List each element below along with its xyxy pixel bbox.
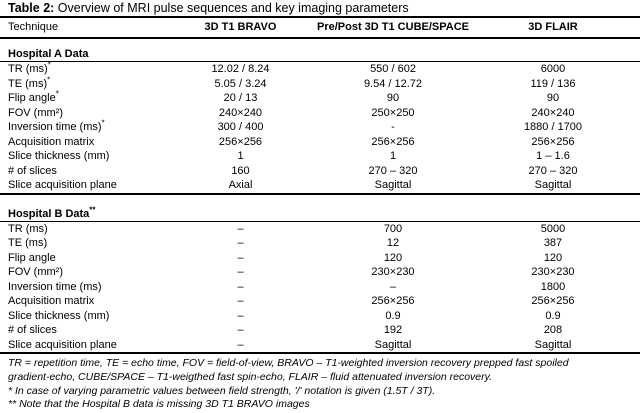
row-value: 0.9 xyxy=(545,309,561,322)
table-row xyxy=(0,178,640,193)
row-value: 192 xyxy=(383,324,403,336)
row-value: 256×256 xyxy=(371,295,415,307)
row-label-superscript: * xyxy=(47,74,51,84)
row-value: Sagittal xyxy=(534,179,572,191)
table-row xyxy=(0,280,640,295)
row-value: – xyxy=(237,251,244,264)
row-value: 300 / 400 xyxy=(217,121,264,133)
row-value: 230×230 xyxy=(371,266,415,278)
table-row xyxy=(0,338,640,353)
column-header-cube-space: Pre/Post 3D T1 CUBE/SPACE xyxy=(316,21,469,33)
row-value: 700 xyxy=(383,222,403,235)
row-value: 20 / 13 xyxy=(223,92,258,104)
row-label: TR (ms)* xyxy=(8,60,51,75)
row-value: 90 xyxy=(386,92,400,104)
table-row xyxy=(0,62,640,77)
table-row xyxy=(0,120,640,135)
row-value: Sagittal xyxy=(374,179,412,191)
row-value: – xyxy=(237,237,244,249)
row-value: 119 / 136 xyxy=(530,77,576,90)
table-row xyxy=(0,294,640,309)
row-label: Acquisition matrix xyxy=(8,135,95,148)
section-heading: Hospital B Data** xyxy=(8,204,96,220)
row-label: TR (ms) xyxy=(8,222,48,235)
column-header-technique: Technique xyxy=(8,21,59,33)
row-value: 0.9 xyxy=(385,309,401,322)
row-value: – xyxy=(389,280,397,293)
row-value: 256×256 xyxy=(371,135,415,148)
row-label: Slice acquisition plane xyxy=(8,338,117,351)
row-value: 1800 xyxy=(540,280,566,293)
row-label: # of slices xyxy=(8,324,57,336)
footnote-double-asterisk: ** Note that the Hospital B data is missing 3D T1 BRAVO images xyxy=(8,398,310,411)
table-row xyxy=(0,251,640,266)
table-row xyxy=(0,135,640,150)
row-value: – xyxy=(237,324,244,336)
row-label: TE (ms) xyxy=(8,237,48,249)
row-label: Flip angle* xyxy=(8,89,59,104)
section-gap xyxy=(0,195,640,207)
table-row xyxy=(0,323,640,338)
table-row xyxy=(0,236,640,251)
row-label: # of slices xyxy=(8,164,57,177)
table-row xyxy=(0,149,640,164)
row-value: – xyxy=(237,222,244,235)
section-heading-superscript: ** xyxy=(89,204,96,214)
row-value: 256×256 xyxy=(531,295,575,307)
row-value: 90 xyxy=(546,92,560,104)
row-label: FOV (mm²) xyxy=(8,106,63,119)
row-value: 230×230 xyxy=(531,266,575,278)
row-value: 120 xyxy=(383,251,403,264)
row-value: 6000 xyxy=(540,63,566,75)
row-value: 1 xyxy=(389,150,397,162)
row-value: 256×256 xyxy=(531,135,575,148)
table-footnotes xyxy=(0,354,640,412)
row-label: Acquisition matrix xyxy=(8,295,95,307)
row-value: 270 – 320 xyxy=(528,164,578,177)
footnote-abbreviations-line-1: TR = repetition time, TE = echo time, FOV = field-of-view, BRAVO – T1-weighted inversion recovery prepped fast spoiled xyxy=(8,357,569,369)
row-value: 120 xyxy=(543,251,563,264)
row-value: 160 xyxy=(231,164,250,177)
row-value: 9.54 / 12.72 xyxy=(363,77,423,90)
row-label-superscript: * xyxy=(55,89,59,99)
row-value: 240×240 xyxy=(218,106,263,119)
footnote-single-asterisk: * In case of varying parametric values between field strength, '/' notation is given (1.5T / 3T). xyxy=(8,384,436,397)
table-row xyxy=(0,91,640,106)
table-row xyxy=(0,309,640,324)
row-value: 387 xyxy=(543,237,563,249)
table-row xyxy=(0,222,640,237)
row-value: 12 xyxy=(386,237,400,249)
table-row xyxy=(0,265,640,280)
row-value: – xyxy=(237,280,244,293)
table-body-sections xyxy=(0,39,640,354)
table-caption-number: Table 2: xyxy=(8,1,55,15)
row-value: 1 xyxy=(237,150,244,162)
row-label-superscript: * xyxy=(101,118,105,128)
row-label: TE (ms)* xyxy=(8,74,51,90)
row-value: - xyxy=(391,121,395,133)
row-label: Slice acquisition plane xyxy=(8,179,117,191)
column-header-row xyxy=(0,18,640,37)
row-label: Slice thickness (mm) xyxy=(8,150,110,162)
row-value: 550 / 602 xyxy=(370,63,416,75)
row-label: Inversion time (ms)* xyxy=(8,118,105,133)
row-value: – xyxy=(237,266,244,278)
table-row xyxy=(0,164,640,179)
row-value: Axial xyxy=(228,179,253,191)
column-header-bravo: 3D T1 BRAVO xyxy=(204,21,277,33)
row-value: Sagittal xyxy=(374,338,412,351)
row-value: 5000 xyxy=(540,222,566,235)
section-gap xyxy=(0,39,640,47)
table-caption-text: Overview of MRI pulse sequences and key imaging parameters xyxy=(54,1,409,15)
row-value: – xyxy=(237,295,244,307)
column-header-flair: 3D FLAIR xyxy=(528,21,578,33)
row-value: – xyxy=(237,309,244,322)
row-value: 1880 / 1700 xyxy=(523,121,583,133)
row-value: – xyxy=(237,338,244,351)
footnote-abbreviations-line-2: gradient-echo, CUBE/SPACE – T1-weigthed fast spin-echo, FLAIR – fluid attenuated inversion recovery. xyxy=(8,370,493,383)
row-label: Inversion time (ms) xyxy=(8,280,102,293)
row-label-superscript: * xyxy=(47,60,51,70)
table-caption xyxy=(0,2,640,15)
table-row xyxy=(0,106,640,121)
row-value: 250×250 xyxy=(371,106,415,119)
row-value: 5.05 / 3.24 xyxy=(214,77,267,90)
row-value: 1 – 1.6 xyxy=(536,150,570,162)
row-value: 240×240 xyxy=(531,106,575,119)
section-heading: Hospital A Data xyxy=(8,48,89,60)
row-value: Sagittal xyxy=(534,338,572,351)
row-value: 208 xyxy=(543,324,563,336)
row-value: 12.02 / 8.24 xyxy=(211,63,270,75)
row-value: 270 – 320 xyxy=(368,164,418,177)
row-label: Slice thickness (mm) xyxy=(8,309,110,322)
row-value: 256×256 xyxy=(218,135,263,148)
row-label: Flip angle xyxy=(8,251,56,264)
row-label: FOV (mm²) xyxy=(8,266,63,278)
table-row xyxy=(0,74,640,92)
